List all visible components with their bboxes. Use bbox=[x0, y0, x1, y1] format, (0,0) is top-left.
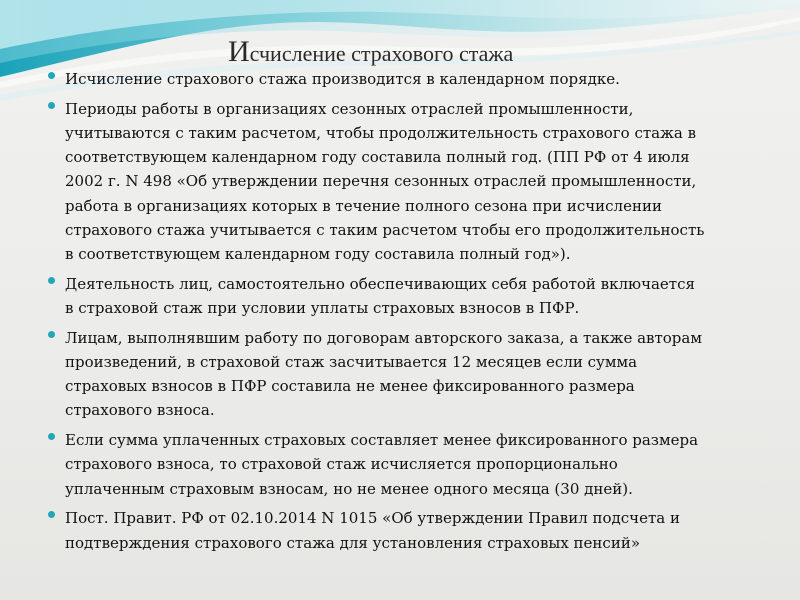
bullet-dot-icon bbox=[48, 433, 55, 440]
slide-title-rest: счисление страхового стажа bbox=[249, 41, 514, 66]
bullet-text: Если сумма уплаченных страховых составляет менее фиксированного размера страхового взноса, то страховой стаж исчисляется пропорционально уплаченным страховым взносам, но не менее одного месяца (30 дней). bbox=[65, 431, 699, 498]
bullet-item bbox=[48, 67, 764, 91]
bullet-item bbox=[48, 428, 764, 501]
slide-title-first-letter: И bbox=[228, 35, 250, 68]
bullet-dot-icon bbox=[48, 511, 55, 518]
bullet-text: Периоды работы в организациях сезонных отраслей промышленности, учитываются с таким расчетом, чтобы продолжительность страхового стажа в соответствующем календарном году составила полный год. (ПП РФ от 4 июля 2002 г. N 498 «Об утверждении перечня сезонных отраслей промышленности, работа в организациях которых в течение полного сезона при исчислении страхового стажа учитывается с таким расчетом чтобы его продолжительность в соответствующем календарном году составила полный год»). bbox=[65, 99, 705, 264]
bullet-text: Исчисление страхового стажа производится в календарном порядке. bbox=[65, 70, 620, 88]
bullet-dot-icon bbox=[48, 277, 55, 284]
slide-title bbox=[228, 28, 648, 72]
bullet-item bbox=[48, 326, 764, 423]
bullet-text: Лицам, выполнявшим работу по договорам авторского заказа, а также авторам произведений, в страховой стаж засчитывается 12 месяцев если сумма страховых взносов в ПФР составила не менее фиксированного размера страхового взноса. bbox=[65, 328, 703, 420]
bullet-dot-icon bbox=[48, 331, 55, 338]
bullet-dot-icon bbox=[48, 102, 55, 109]
bullet-text: Деятельность лиц, самостоятельно обеспечивающих себя работой включается в страховой стаж при условии уплаты страховых взносов в ПФР. bbox=[65, 274, 695, 318]
bullet-item bbox=[48, 272, 764, 320]
bullet-list bbox=[48, 67, 764, 561]
bullet-item bbox=[48, 97, 764, 266]
bullet-dot-icon bbox=[48, 72, 55, 79]
bullet-text: Пост. Правит. РФ от 02.10.2014 N 1015 «Об утверждении Правил подсчета и подтверждения страхового стажа для установления страховых пенсий» bbox=[65, 509, 680, 552]
bullet-item bbox=[48, 506, 764, 554]
